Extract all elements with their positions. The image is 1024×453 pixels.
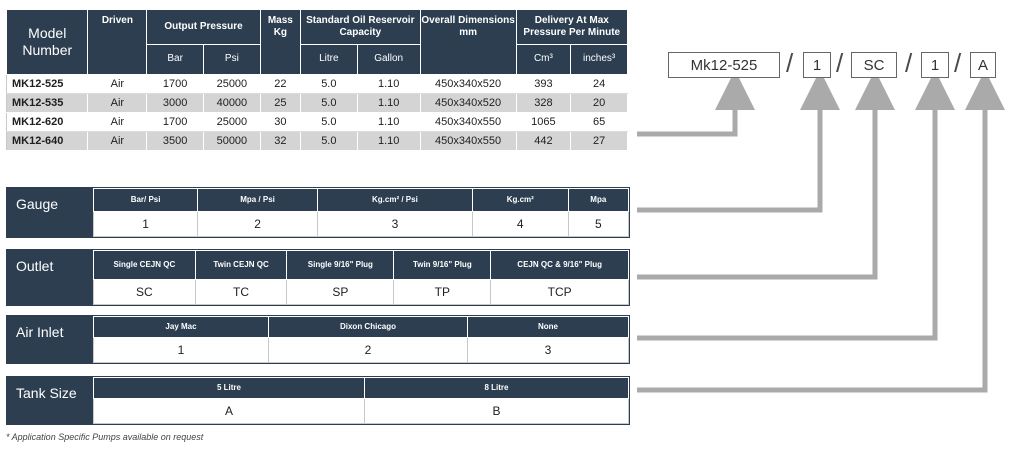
model-cell: MK12-620 — [7, 113, 88, 132]
gauge-value: 4 — [472, 212, 568, 237]
tank-size-header: 8 Litre — [365, 378, 629, 399]
gallon-cell: 1.10 — [357, 94, 420, 113]
cm3-cell: 442 — [516, 132, 571, 151]
code-separator: / — [954, 48, 962, 78]
gallon-cell: 1.10 — [357, 75, 420, 94]
outlet-value: TP — [394, 280, 491, 305]
litre-cell: 5.0 — [300, 113, 357, 132]
gauge-value: 5 — [568, 212, 628, 237]
dims-cell: 450x340x550 — [420, 113, 516, 132]
arrow-outlet — [637, 90, 875, 277]
outlet-header: Twin 9/16" Plug — [394, 251, 491, 280]
psi-cell: 25000 — [204, 113, 261, 132]
air-inlet-header: Jay Mac — [94, 317, 269, 338]
bar-cell: 3500 — [147, 132, 204, 151]
driven-cell: Air — [88, 132, 147, 151]
litre-cell: 5.0 — [300, 75, 357, 94]
code-separator: / — [836, 48, 844, 78]
arrow-model — [637, 90, 735, 134]
air-inlet-header: Dixon Chicago — [269, 317, 468, 338]
tank-size-value: B — [365, 399, 629, 424]
header-bar: Bar — [147, 44, 204, 74]
code-outlet-box: SC — [851, 52, 897, 78]
cm3-cell: 393 — [516, 75, 571, 94]
tank-size-value: A — [94, 399, 365, 424]
code-separator: / — [786, 48, 794, 78]
mass-cell: 22 — [260, 75, 300, 94]
air-inlet-value: 2 — [269, 338, 468, 363]
gauge-header: Kg.cm² — [472, 189, 568, 212]
outlet-header: Twin CEJN QC — [195, 251, 287, 280]
driven-cell: Air — [88, 75, 147, 94]
mass-cell: 25 — [260, 94, 300, 113]
header-inches3: inches³ — [571, 44, 628, 74]
litre-cell: 5.0 — [300, 132, 357, 151]
psi-cell: 40000 — [204, 94, 261, 113]
arrow-gauge — [637, 90, 820, 210]
header-gallon: Gallon — [357, 44, 420, 74]
outlet-value: TC — [195, 280, 287, 305]
air-inlet-header: None — [468, 317, 629, 338]
gauge-label: Gauge — [7, 188, 93, 237]
header-model-number: Model Number — [7, 10, 88, 75]
litre-cell: 5.0 — [300, 94, 357, 113]
gauge-value: 2 — [198, 212, 318, 237]
outlet-header: Single CEJN QC — [94, 251, 196, 280]
outlet-value: SC — [94, 280, 196, 305]
code-air-inlet-box: 1 — [921, 52, 949, 78]
outlet-label: Outlet — [7, 250, 93, 305]
gauge-header: Kg.cm² / Psi — [317, 189, 472, 212]
dims-cell: 450x340x550 — [420, 132, 516, 151]
tank-size-label: Tank Size — [7, 377, 93, 424]
footnote: * Application Specific Pumps available on request — [6, 432, 204, 442]
header-mass: Mass Kg — [260, 10, 300, 75]
tank-size-header: 5 Litre — [94, 378, 365, 399]
bar-cell: 1700 — [147, 113, 204, 132]
header-dimensions: Overall Dimensions mm — [420, 10, 516, 75]
outlet-header: CEJN QC & 9/16" Plug — [491, 251, 629, 280]
model-cell: MK12-535 — [7, 94, 88, 113]
gallon-cell: 1.10 — [357, 113, 420, 132]
bar-cell: 1700 — [147, 75, 204, 94]
gauge-header: Mpa / Psi — [198, 189, 318, 212]
air-inlet-label: Air Inlet — [7, 316, 93, 363]
outlet-header: Single 9/16" Plug — [287, 251, 394, 280]
header-psi: Psi — [204, 44, 261, 74]
header-cm3: Cm³ — [516, 44, 571, 74]
header-litre: Litre — [300, 44, 357, 74]
cm3-cell: 328 — [516, 94, 571, 113]
header-delivery: Delivery At Max Pressure Per Minute — [516, 10, 627, 45]
in3-cell: 24 — [571, 75, 628, 94]
bar-cell: 3000 — [147, 94, 204, 113]
gauge-value: 1 — [94, 212, 198, 237]
dims-cell: 450x340x520 — [420, 94, 516, 113]
model-cell: MK12-525 — [7, 75, 88, 94]
code-gauge-box: 1 — [803, 52, 831, 78]
code-model-box: Mk12-525 — [668, 52, 780, 78]
header-oil-capacity: Standard Oil Reservoir Capacity — [300, 10, 420, 45]
gauge-value: 3 — [317, 212, 472, 237]
mass-cell: 30 — [260, 113, 300, 132]
in3-cell: 20 — [571, 94, 628, 113]
header-driven: Driven — [88, 10, 147, 75]
gauge-header: Bar/ Psi — [94, 189, 198, 212]
cm3-cell: 1065 — [516, 113, 571, 132]
psi-cell: 25000 — [204, 75, 261, 94]
outlet-value: SP — [287, 280, 394, 305]
dims-cell: 450x340x520 — [420, 75, 516, 94]
header-output-pressure: Output Pressure — [147, 10, 260, 45]
mass-cell: 32 — [260, 132, 300, 151]
model-cell: MK12-640 — [7, 132, 88, 151]
gallon-cell: 1.10 — [357, 132, 420, 151]
code-tank-box: A — [970, 52, 996, 78]
driven-cell: Air — [88, 94, 147, 113]
outlet-value: TCP — [491, 280, 629, 305]
code-separator: / — [905, 48, 913, 78]
gauge-header: Mpa — [568, 189, 628, 212]
in3-cell: 65 — [571, 113, 628, 132]
driven-cell: Air — [88, 113, 147, 132]
in3-cell: 27 — [571, 132, 628, 151]
air-inlet-value: 1 — [94, 338, 269, 363]
psi-cell: 50000 — [204, 132, 261, 151]
arrow-air-inlet — [637, 90, 935, 338]
air-inlet-value: 3 — [468, 338, 629, 363]
